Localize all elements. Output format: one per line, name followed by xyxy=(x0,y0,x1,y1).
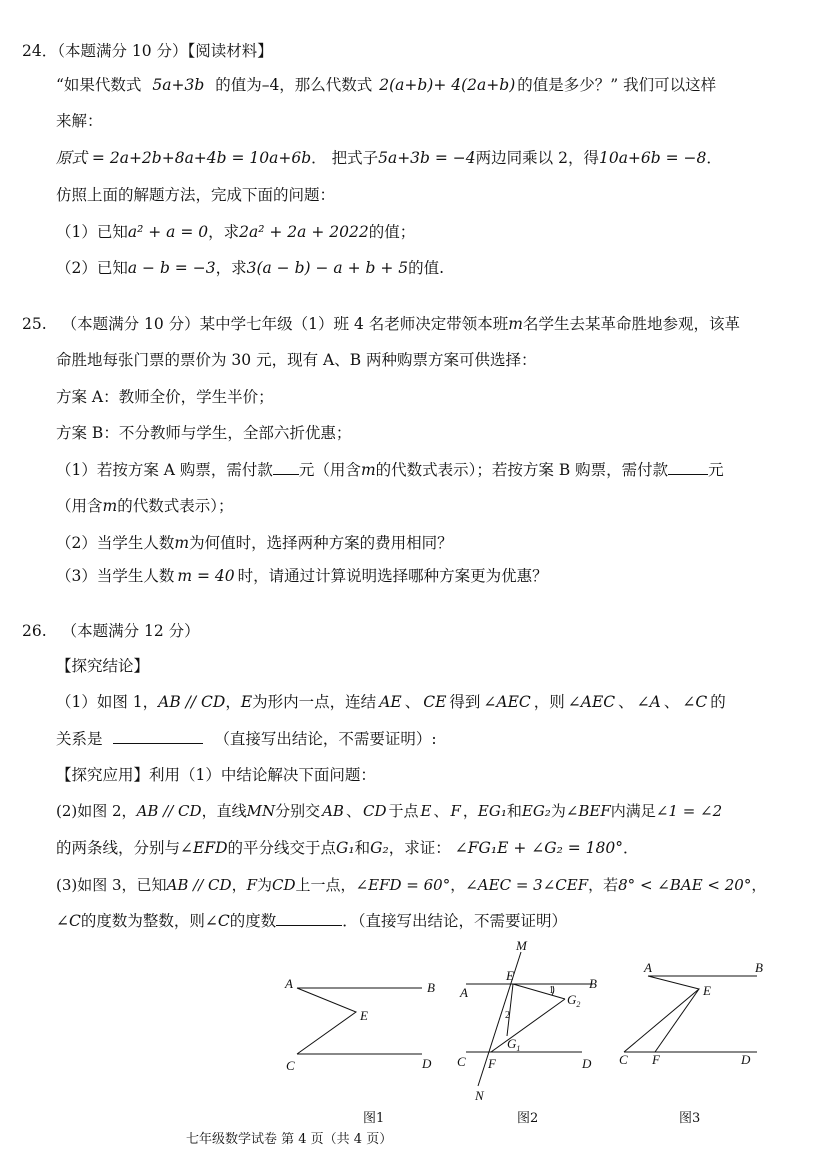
var-m: m xyxy=(508,315,523,333)
formula: EG₁ xyxy=(477,802,507,820)
text: ．（直接写出结论，不需要证明） xyxy=(342,912,568,930)
q26-heading xyxy=(22,621,200,641)
text: 的代数式表示）；若按方案 B 购票，需付款 xyxy=(375,461,669,479)
text: 的 xyxy=(710,693,726,711)
answer-blank[interactable] xyxy=(113,729,203,744)
formula: F xyxy=(450,802,461,820)
formula: ∠AEC = 3∠CEF xyxy=(465,876,589,894)
fig2-label-a: A xyxy=(460,985,468,1000)
fig2-bisector xyxy=(491,999,565,1052)
formula: ∠C xyxy=(682,693,708,711)
text: 内满足 xyxy=(610,802,656,820)
q26-explore-heading: 【探究结论】 xyxy=(56,657,150,675)
formula: MN xyxy=(246,802,276,820)
q26-apply-heading: 【探究应用】利用（1）中结论解决下面问题： xyxy=(56,766,376,784)
text: ． xyxy=(706,149,722,167)
text: ，求 xyxy=(208,223,240,241)
q24-part2 xyxy=(56,258,444,278)
text: 、 xyxy=(433,802,449,820)
formula: CD xyxy=(362,802,387,820)
q24-number: 24． xyxy=(22,42,58,60)
fig2-angle1-label: 1 xyxy=(549,985,554,996)
formula: ∠BEF xyxy=(565,802,611,820)
formula: E xyxy=(420,802,432,820)
text: ， xyxy=(225,693,241,711)
text: 、 xyxy=(618,693,634,711)
formula: 10a+6b = −8 xyxy=(598,149,707,167)
text: “如果代数式 xyxy=(56,76,142,94)
text: 、 xyxy=(404,693,421,711)
formula: AE xyxy=(379,693,402,711)
text: 的平分线交于点 xyxy=(227,839,337,857)
text: 和 xyxy=(506,802,522,820)
fig2-label-g2-sub: 2 xyxy=(576,1000,581,1009)
text: ，求证： xyxy=(388,839,451,857)
text: 的值是多少？” 我们可以这样 xyxy=(517,76,717,94)
q26-number: 26. xyxy=(22,622,47,640)
formula: 5a+3b = −4 xyxy=(378,149,476,167)
formula: AB // CD xyxy=(166,876,232,894)
text: 元 xyxy=(708,461,724,479)
fig3-label-e: E xyxy=(703,983,711,998)
q24-line4: 仿照上面的解题方法，完成下面的问题： xyxy=(56,186,336,204)
fig2-label-g2-letter: G xyxy=(567,992,577,1007)
formula: 3(a − b) − a + b + 5 xyxy=(246,259,409,277)
fig2-label-f: F xyxy=(488,1056,496,1071)
text: （1）已知 xyxy=(56,223,128,241)
formula: F xyxy=(246,876,258,894)
text: 的度数 xyxy=(229,912,277,930)
q24-line2: 来解： xyxy=(56,112,103,130)
q25-plan-b: 方案 B：不分教师与学生，全部六折优惠； xyxy=(56,424,352,442)
formula: m = 40 xyxy=(177,567,235,585)
formula: ∠EFD xyxy=(180,839,228,857)
text: 、 xyxy=(663,693,680,711)
fig3-label-a: A xyxy=(644,960,652,975)
formula: ∠EFD = 60° xyxy=(355,876,451,894)
formula: E xyxy=(240,693,253,711)
formula: ∠C xyxy=(56,912,81,930)
text: （1）若按方案 A 购票，需付款 xyxy=(56,461,273,479)
text: 分别交 xyxy=(275,802,321,820)
text: 和 xyxy=(354,839,371,857)
q26-part1-cont xyxy=(56,729,437,749)
formula: ∠AEC xyxy=(483,693,531,711)
q24-part1 xyxy=(56,222,415,242)
page-footer: 七年级数学试卷 第 4 页（共 4 页） xyxy=(186,1132,393,1147)
answer-blank[interactable] xyxy=(276,911,342,926)
q25-line2: 命胜地每张门票的票价为 30 元，现有 A、B 两种购票方案可供选择： xyxy=(56,351,537,369)
var-m: m xyxy=(102,497,118,515)
text: （用含 xyxy=(56,497,103,515)
q25-part3 xyxy=(56,566,548,586)
answer-blank[interactable] xyxy=(668,460,708,475)
text: （直接写出结论，不需要证明）: xyxy=(214,730,437,748)
text: 为何值时，选择两种方案的费用相同？ xyxy=(189,534,453,552)
q25-plan-a: 方案 A：教师全价，学生半价； xyxy=(56,388,274,406)
fig2-line-eg2 xyxy=(513,984,565,999)
text: 两边同乘以 2，得 xyxy=(475,149,599,167)
formula: G₁ xyxy=(336,839,355,857)
q24-heading xyxy=(22,41,273,61)
fig2-label-d: D xyxy=(582,1056,592,1071)
formula: EG₂ xyxy=(521,802,551,820)
q24-line3 xyxy=(56,148,722,168)
fig1-label-c: C xyxy=(286,1058,295,1073)
text: ． xyxy=(623,839,639,857)
var-m: m xyxy=(174,534,190,552)
text: 的代数式表示）； xyxy=(117,497,234,515)
q26-part3 xyxy=(56,875,766,895)
formula: ∠FG₁E + ∠G₂ = 180° xyxy=(454,839,624,857)
text: ， xyxy=(231,876,247,894)
formula: AB xyxy=(322,802,344,820)
formula: 5a+3b xyxy=(152,76,205,94)
fig2-label-g2 xyxy=(567,992,580,1009)
formula: 原式 = 2a+2b+8a+4b = 10a+6b xyxy=(56,149,312,167)
q26-part2-cont xyxy=(56,838,639,858)
formula: AB // CD xyxy=(136,802,202,820)
text: ，则 xyxy=(533,693,565,711)
text: ，若 xyxy=(588,876,619,894)
fig2-label-n: N xyxy=(475,1088,484,1103)
fig1-label-b: B xyxy=(427,980,435,995)
q25-line1 xyxy=(22,314,740,334)
fig3-label-b: B xyxy=(755,960,763,975)
fig1-caption: 图1 xyxy=(363,1111,385,1126)
text: 的值. xyxy=(408,259,445,277)
fig1-lines-ae-ce xyxy=(297,988,356,1054)
fig3-label-f: F xyxy=(652,1052,660,1067)
fig2-label-c: C xyxy=(457,1054,466,1069)
text: ， xyxy=(450,876,466,894)
text: ． 把式子 xyxy=(311,149,379,167)
formula: G₂ xyxy=(370,839,389,857)
fig3-caption: 图3 xyxy=(679,1111,701,1126)
fig2-label-e: E xyxy=(506,968,514,983)
text: 为 xyxy=(257,876,273,894)
fig2-label-g1-letter: G xyxy=(507,1036,517,1051)
text: 关系是 xyxy=(56,730,103,748)
text: 为形内一点，连结 xyxy=(252,693,377,711)
formula: ∠A xyxy=(636,693,661,711)
text: （1）如图 1， xyxy=(56,693,159,711)
text: 得到 xyxy=(449,693,481,711)
text: (2)如图 2， xyxy=(56,802,137,820)
q26-part1 xyxy=(56,692,726,712)
fig3-label-d: D xyxy=(741,1052,751,1067)
text: 名学生去某革命胜地参观，该革 xyxy=(522,315,740,333)
text: 的值； xyxy=(368,223,416,241)
text: 元（用含 xyxy=(298,461,361,479)
text: 的两条线，分别与 xyxy=(56,839,181,857)
var-m: m xyxy=(360,461,376,479)
text: 、 xyxy=(345,802,361,820)
text: 的度数为整数，则 xyxy=(80,912,205,930)
fig3-label-c: C xyxy=(619,1052,628,1067)
fig2-label-b: B xyxy=(589,976,597,991)
text: （2）当学生人数 xyxy=(56,534,175,552)
fig1-label-e: E xyxy=(360,1008,368,1023)
text: 于点 xyxy=(388,802,419,820)
text: ，求 xyxy=(215,259,247,277)
fig1-label-d: D xyxy=(422,1056,432,1071)
fig2-label-m: M xyxy=(516,938,527,953)
fig3-lines-ae-ce xyxy=(624,976,699,1052)
q26-title: （本题满分 12 分） xyxy=(61,622,200,640)
q25-part1 xyxy=(56,460,724,480)
text: ， xyxy=(751,876,767,894)
text: （2）已知 xyxy=(56,259,128,277)
text: (3)如图 3，已知 xyxy=(56,876,167,894)
q24-line1 xyxy=(56,75,716,95)
q25-number: 25. xyxy=(22,315,47,333)
fig2-caption: 图2 xyxy=(517,1111,539,1126)
text: ， xyxy=(462,802,478,820)
fig2-angle2-label: 2 xyxy=(505,1010,510,1021)
formula: a − b = −3 xyxy=(127,259,216,277)
q25-part1-cont xyxy=(56,496,233,516)
text: 时，请通过计算说明选择哪种方案更为优惠？ xyxy=(237,567,548,585)
formula: CD xyxy=(272,876,296,894)
formula: ∠1 = ∠2 xyxy=(655,802,723,820)
formula: a² + a = 0 xyxy=(127,223,209,241)
text: 为 xyxy=(550,802,566,820)
formula: 2a² + 2a + 2022 xyxy=(239,223,369,241)
answer-blank[interactable] xyxy=(273,460,299,475)
text: （本题满分 10 分）某中学七年级（1）班 4 名老师决定带领本班 xyxy=(61,315,509,333)
formula: AB // CD xyxy=(158,693,226,711)
formula: 2(a+b)+ 4(2a+b) xyxy=(379,76,516,94)
formula: 8° < ∠BAE < 20° xyxy=(618,876,752,894)
text: 上一点， xyxy=(295,876,356,894)
fig2-label-g1 xyxy=(507,1036,520,1053)
q24-title: （本题满分 10 分）【阅读材料】 xyxy=(57,42,273,60)
text: ，直线 xyxy=(201,802,247,820)
fig2-line-mn xyxy=(478,952,521,1086)
q26-part3-cont xyxy=(56,911,567,931)
fig2-label-g1-sub: 1 xyxy=(516,1044,521,1053)
fig1-label-a: A xyxy=(285,976,293,991)
formula: ∠AEC xyxy=(567,693,616,711)
formula: CE xyxy=(423,693,447,711)
q25-part2 xyxy=(56,533,453,553)
text: （3）当学生人数 xyxy=(56,567,175,585)
geometry-figures xyxy=(0,930,830,1130)
q26-part2 xyxy=(56,801,722,821)
text: 的值为–4，那么代数式 xyxy=(215,76,373,94)
formula: ∠C xyxy=(204,912,230,930)
